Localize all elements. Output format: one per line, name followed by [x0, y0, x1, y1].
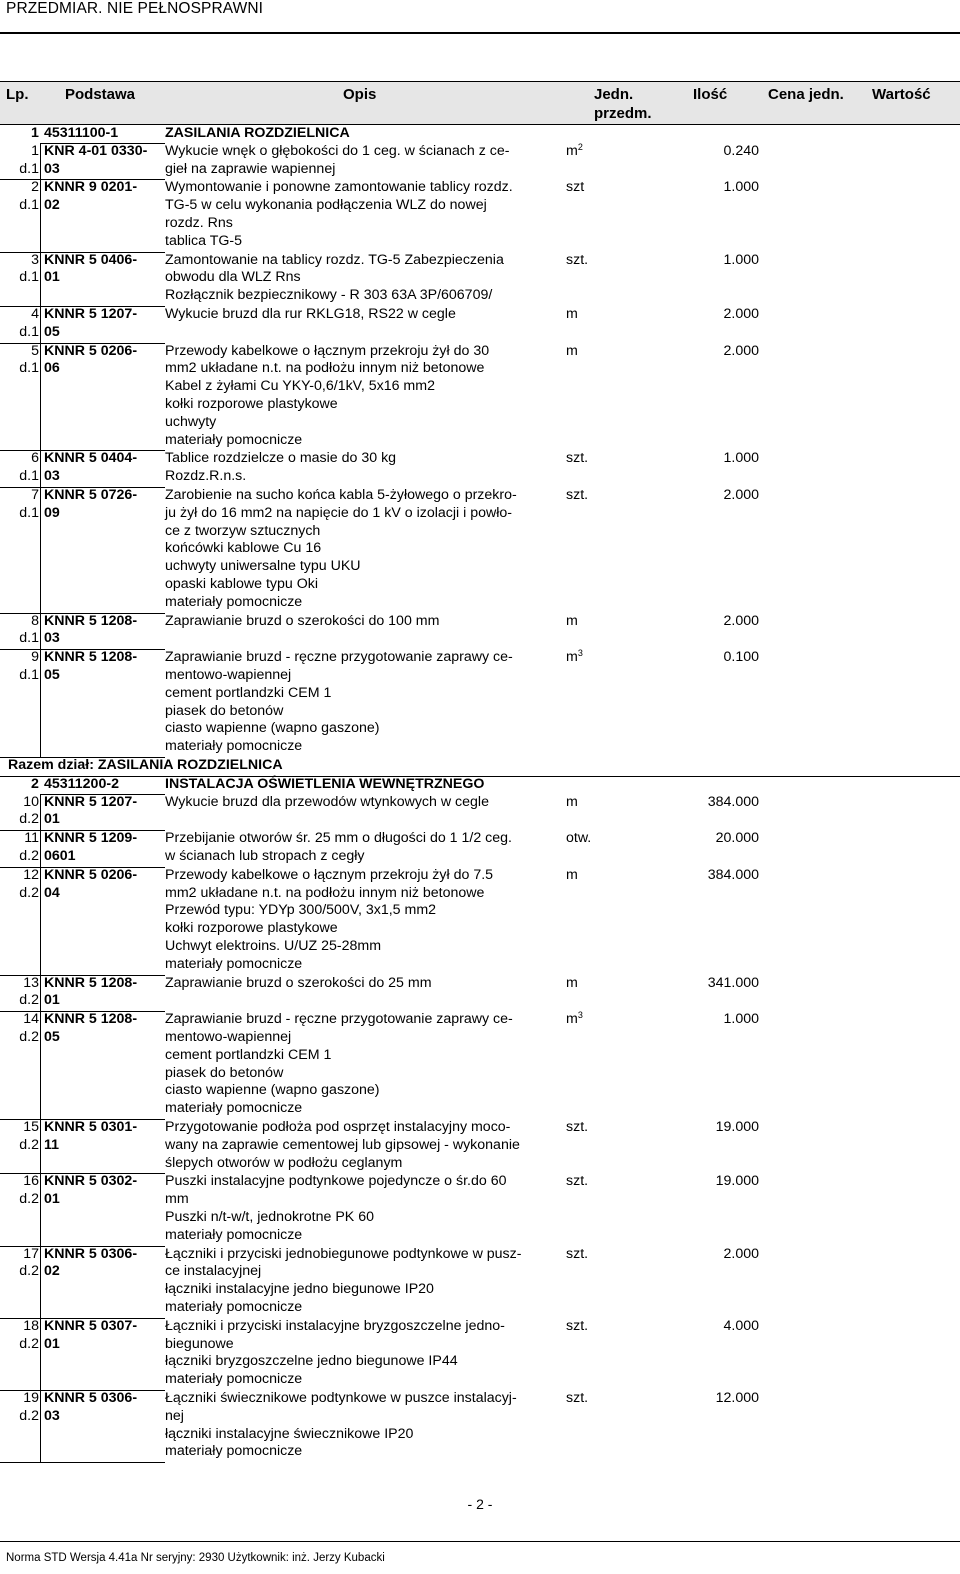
- item-description: rozdz. Rns: [165, 215, 233, 231]
- item-unit: szt: [566, 179, 585, 196]
- item-description: ju żył do 16 mm2 na napięcie do 1 kV o izolacji i powło-: [165, 504, 512, 521]
- item-description: TG-5 w celu wykonania podłączenia WLZ do nowej: [165, 197, 487, 214]
- item-basis: 01: [44, 1191, 60, 1208]
- item-unit: m: [566, 306, 578, 322]
- section-summary: Razem dział: ZASILANIA ROZDZIELNICA: [8, 757, 283, 773]
- item-number: 1: [31, 142, 39, 159]
- item-subsection: d.1: [19, 269, 39, 286]
- item-subsection: d.2: [19, 1029, 39, 1045]
- table-header: [0, 81, 960, 125]
- col-unit-2: przedm.: [594, 105, 652, 122]
- item-unit: m: [566, 866, 578, 883]
- item-quantity: 1.000: [723, 450, 759, 467]
- item-number: 8: [31, 612, 39, 629]
- item-subsection: d.1: [19, 504, 39, 521]
- item-description: piasek do betonów: [165, 1064, 284, 1081]
- item-basis: 04: [44, 884, 60, 901]
- item-unit: otw.: [566, 830, 592, 847]
- item-description: Łączniki świecznikowe podtynkowe w puszce instalacyj-: [165, 1390, 517, 1406]
- item-description: Łączniki i przyciski instalacyjne bryzgoszczelne jedno-: [165, 1317, 505, 1334]
- item-basis: KNNR 9 0201-: [44, 179, 138, 196]
- item-number: 14: [23, 1011, 39, 1028]
- item-quantity: 12.000: [715, 1390, 759, 1406]
- item-basis: KNNR 5 1207-: [44, 306, 138, 322]
- item-subsection: d.2: [19, 848, 39, 864]
- item-basis: 05: [44, 1029, 60, 1045]
- item-basis: KNNR 5 1207-: [44, 793, 138, 810]
- item-quantity: 19.000: [715, 1173, 759, 1190]
- item-basis: 03: [44, 468, 60, 485]
- item-basis: 02: [44, 1263, 60, 1280]
- item-basis: KNNR 5 1208-: [44, 612, 138, 629]
- item-subsection: d.2: [19, 811, 39, 828]
- item-description: Uchwyt elektroins. U/UZ 25-28mm: [165, 938, 382, 954]
- item-number: 19: [23, 1390, 39, 1406]
- item-quantity: 1.000: [723, 179, 759, 196]
- item-description: materiały pomocnicze: [165, 1371, 303, 1388]
- item-description: Zaprawianie bruzd o szerokości do 100 mm: [165, 612, 440, 629]
- section-code: 45311200-2: [44, 775, 119, 792]
- item-description: Puszki instalacyjne podtynkowe pojedyncze o śr.do 60: [165, 1173, 507, 1190]
- item-quantity: 20.000: [715, 830, 759, 847]
- item-number: 4: [31, 306, 39, 322]
- item-description: kołki rozporowe plastykowe: [165, 396, 338, 412]
- item-description: Tablice rozdzielcze o masie do 30 kg: [165, 450, 397, 467]
- item-basis: KNNR 5 0206-: [44, 342, 138, 359]
- item-basis: 01: [44, 992, 60, 1009]
- item-quantity: 341.000: [707, 974, 759, 991]
- page-number: - 2 -: [467, 1496, 493, 1512]
- item-description: piasek do betonów: [165, 702, 284, 719]
- item-basis: 03: [44, 630, 60, 647]
- item-basis: 03: [44, 160, 60, 177]
- item-description: Wykucie wnęk o głębokości do 1 ceg. w ścianach z ce-: [165, 142, 510, 159]
- item-description: Zamontowanie na tablicy rozdz. TG-5 Zabezpieczenia: [165, 251, 504, 268]
- item-basis: 01: [44, 269, 60, 286]
- item-quantity: 384.000: [707, 866, 759, 883]
- item-description: Zaprawianie bruzd o szerokości do 25 mm: [165, 974, 432, 991]
- col-lp: Lp.: [6, 86, 29, 103]
- item-basis: KNNR 5 1209-: [44, 830, 138, 847]
- item-description: kołki rozporowe plastykowe: [165, 920, 338, 937]
- item-basis: KNNR 5 1208-: [44, 974, 138, 991]
- item-description: Przewód typu: YDYp 300/500V, 3x1,5 mm2: [165, 902, 437, 919]
- item-number: 2: [31, 179, 39, 196]
- col-desc: Opis: [343, 86, 377, 103]
- item-basis: KNNR 5 1208-: [44, 1011, 138, 1028]
- item-quantity: 19.000: [715, 1119, 759, 1135]
- item-description: Rozłącznik bezpiecznikowy - R 303 63A 3P/606709/: [165, 287, 493, 304]
- item-description: ciasto wapienne (wapno gaszone): [165, 720, 380, 737]
- item-description: ciasto wapienne (wapno gaszone): [165, 1082, 380, 1099]
- item-description: uchwyty: [165, 413, 217, 430]
- item-unit: szt.: [566, 1119, 589, 1135]
- item-basis: KNNR 5 0404-: [44, 450, 138, 467]
- section-number: 2: [31, 775, 39, 792]
- item-quantity: 384.000: [707, 793, 759, 810]
- item-subsection: d.1: [19, 323, 39, 340]
- item-number: 10: [23, 793, 39, 810]
- item-description: wany na zaprawie cementowej lub gipsowej - wykonanie: [165, 1136, 520, 1153]
- item-description: końcówki kablowe Cu 16: [165, 540, 322, 557]
- item-basis: KNNR 5 0726-: [44, 487, 138, 503]
- section-code: 45311100-1: [44, 125, 119, 141]
- item-description: Zaprawianie bruzd - ręczne przygotowanie zaprawy ce-: [165, 649, 513, 666]
- item-quantity: 4.000: [723, 1317, 759, 1334]
- item-description: Przygotowanie podłoża pod osprzęt instalacyjny moco-: [165, 1119, 511, 1135]
- item-subsection: d.1: [19, 468, 39, 485]
- item-unit: szt.: [566, 1173, 589, 1190]
- item-unit: m: [566, 612, 578, 629]
- item-description: ce instalacyjnej: [165, 1263, 262, 1280]
- item-description: materiały pomocnicze: [165, 1226, 303, 1243]
- item-basis: 11: [44, 1136, 59, 1153]
- item-basis: KNNR 5 0302-: [44, 1173, 138, 1190]
- header-rule: [0, 32, 960, 34]
- item-quantity: 1.000: [723, 1011, 759, 1028]
- item-description: Wymontowanie i ponowne zamontowanie tablicy rozdz.: [165, 179, 513, 196]
- item-description: obwodu dla WLZ Rns: [165, 269, 301, 286]
- item-quantity: 2.000: [723, 612, 759, 629]
- item-unit: $m^2$: [566, 141, 583, 159]
- item-basis: 01: [44, 1335, 60, 1352]
- item-unit: m: [566, 342, 578, 359]
- item-basis: 0601: [44, 848, 76, 864]
- item-basis: 09: [44, 504, 60, 521]
- item-description: ce z tworzyw sztucznych: [165, 522, 321, 539]
- item-subsection: d.2: [19, 1136, 39, 1153]
- item-subsection: d.1: [19, 197, 39, 214]
- item-description: Łączniki i przyciski jednobiegunowe podtynkowe w pusz-: [165, 1245, 522, 1262]
- item-subsection: d.1: [19, 667, 39, 683]
- item-description: materiały pomocnicze: [165, 1100, 303, 1117]
- item-description: mm2 układane n.t. na podłożu innym niż betonowe: [165, 360, 485, 377]
- section-title: INSTALACJA OŚWIETLENIA WEWNĘTRZNEGO: [165, 775, 485, 792]
- item-description: Przebijanie otworów śr. 25 mm o długości do 1 1/2 ceg.: [165, 830, 512, 847]
- item-description: łączniki instalacyjne świecznikowe IP20: [165, 1425, 414, 1442]
- item-description: w ścianach lub stropach z cegły: [165, 848, 365, 864]
- unit-exponent: 2: [577, 141, 583, 152]
- item-basis: KNNR 5 0306-: [44, 1245, 138, 1262]
- item-subsection: d.1: [19, 630, 39, 647]
- col-price: Cena jedn.: [768, 86, 844, 103]
- item-description: Kabel z żyłami Cu YKY-0,6/1kV, 5x16 mm2: [165, 378, 435, 395]
- item-description: materiały pomocnicze: [165, 1299, 303, 1315]
- item-basis: KNNR 5 0307-: [44, 1317, 138, 1334]
- item-number: 9: [31, 649, 39, 666]
- item-number: 5: [31, 342, 39, 359]
- item-unit: $m^3$: [566, 648, 583, 666]
- item-description: Wykucie bruzd dla przewodów wtynkowych w cegle: [165, 793, 489, 810]
- item-basis: KNNR 5 0406-: [44, 251, 138, 268]
- item-description: Puszki n/t-w/t, jednokrotne PK 60: [165, 1209, 374, 1225]
- item-description: łączniki instalacyjne jedno biegunowe IP20: [165, 1281, 434, 1298]
- item-description: mm2 układane n.t. na podłożu innym niż betonowe: [165, 884, 485, 901]
- item-quantity: 2.000: [723, 342, 759, 359]
- item-description: tablica TG-5: [165, 232, 243, 249]
- item-quantity: 0.100: [723, 649, 759, 666]
- col-qty: Ilość: [693, 86, 728, 103]
- item-basis: 03: [44, 1407, 60, 1424]
- item-basis: KNR 4-01 0330-: [44, 142, 148, 159]
- item-description: opaski kablowe typu Oki: [165, 576, 318, 592]
- item-description: materiały pomocnicze: [165, 431, 303, 448]
- item-unit: m: [566, 793, 578, 810]
- item-quantity: 2.000: [723, 306, 759, 322]
- item-description: gieł na zaprawie wapiennej: [165, 160, 336, 177]
- item-basis: KNNR 5 0206-: [44, 866, 138, 883]
- item-description: nej: [165, 1407, 184, 1424]
- item-subsection: d.2: [19, 1191, 39, 1208]
- item-number: 17: [23, 1245, 39, 1262]
- item-unit: $m^3$: [566, 1010, 583, 1028]
- item-subsection: d.2: [19, 1407, 39, 1424]
- footer-text: Norma STD Wersja 4.41a Nr seryjny: 2930 Użytkownik: inż. Jerzy Kubacki: [6, 1552, 385, 1564]
- item-number: 7: [31, 487, 39, 503]
- unit-exponent: 3: [577, 648, 583, 659]
- item-unit: szt.: [566, 1390, 589, 1406]
- unit-exponent: 3: [577, 1010, 583, 1021]
- item-description: Wykucie bruzd dla rur RKLG18, RS22 w cegle: [165, 306, 456, 322]
- item-description: cement portlandzki CEM 1: [165, 684, 332, 701]
- footer-rule: [0, 1541, 960, 1542]
- item-basis: 06: [44, 360, 60, 377]
- item-description: mentowo-wapiennej: [165, 667, 292, 683]
- item-description: materiały pomocnicze: [165, 593, 303, 610]
- item-description: Rozdz.R.n.s.: [165, 468, 247, 485]
- item-unit: szt.: [566, 450, 589, 467]
- item-description: łączniki bryzgoszczelne jedno biegunowe IP44: [165, 1353, 458, 1370]
- section-title: ZASILANIA ROZDZIELNICA: [165, 125, 350, 141]
- item-number: 18: [23, 1317, 39, 1334]
- col-unit-1: Jedn.: [594, 86, 634, 103]
- item-description: biegunowe: [165, 1335, 234, 1352]
- item-unit: szt.: [566, 1245, 589, 1262]
- item-subsection: d.2: [19, 1335, 39, 1352]
- item-description: cement portlandzki CEM 1: [165, 1046, 332, 1063]
- page-header: PRZEDMIAR. NIE PEŁNOSPRAWNI: [6, 0, 264, 17]
- item-unit: szt.: [566, 1317, 589, 1334]
- item-basis: 02: [44, 197, 60, 214]
- item-number: 11: [24, 830, 39, 847]
- item-subsection: d.2: [19, 884, 39, 901]
- item-quantity: 2.000: [723, 487, 759, 503]
- item-description: materiały pomocnicze: [165, 1443, 303, 1460]
- item-basis: KNNR 5 0306-: [44, 1390, 138, 1406]
- item-basis: 01: [44, 811, 60, 828]
- item-number: 12: [23, 866, 39, 883]
- item-number: 16: [23, 1173, 39, 1190]
- item-description: uchwyty uniwersalne typu UKU: [165, 558, 361, 575]
- item-basis: 05: [44, 667, 60, 683]
- column-divider: [40, 794, 41, 1463]
- item-quantity: 0.240: [723, 142, 759, 159]
- row-divider: [0, 1462, 165, 1463]
- item-description: Przewody kabelkowe o łącznym przekroju żył do 30: [165, 342, 490, 359]
- item-description: mentowo-wapiennej: [165, 1029, 292, 1045]
- item-unit: m: [566, 974, 578, 991]
- item-number: 15: [23, 1119, 39, 1135]
- item-unit: szt.: [566, 251, 589, 268]
- item-description: materiały pomocnicze: [165, 955, 303, 972]
- item-number: 3: [31, 251, 39, 268]
- item-description: Zaprawianie bruzd - ręczne przygotowanie zaprawy ce-: [165, 1011, 513, 1028]
- item-subsection: d.2: [19, 1263, 39, 1280]
- section-number: 1: [31, 125, 39, 141]
- item-subsection: d.1: [19, 160, 39, 177]
- item-description: Zarobienie na sucho końca kabla 5-żyłowego o przekro-: [165, 487, 517, 503]
- item-number: 6: [31, 450, 39, 467]
- item-subsection: d.2: [19, 992, 39, 1009]
- item-subsection: d.1: [19, 360, 39, 377]
- item-basis: KNNR 5 1208-: [44, 649, 138, 666]
- item-unit: szt.: [566, 487, 589, 503]
- item-description: materiały pomocnicze: [165, 738, 303, 755]
- col-base: Podstawa: [65, 86, 136, 103]
- item-number: 13: [23, 974, 39, 991]
- item-description: Przewody kabelkowe o łącznym przekroju żył do 7.5: [165, 866, 494, 883]
- item-basis: 05: [44, 323, 60, 340]
- item-quantity: 1.000: [723, 251, 759, 268]
- col-value: Wartość: [872, 86, 931, 103]
- item-basis: KNNR 5 0301-: [44, 1119, 138, 1135]
- item-description: mm: [165, 1191, 189, 1208]
- item-quantity: 2.000: [723, 1245, 759, 1262]
- column-divider: [40, 143, 41, 757]
- item-description: ślepych otworów w podłożu ceglanym: [165, 1154, 403, 1171]
